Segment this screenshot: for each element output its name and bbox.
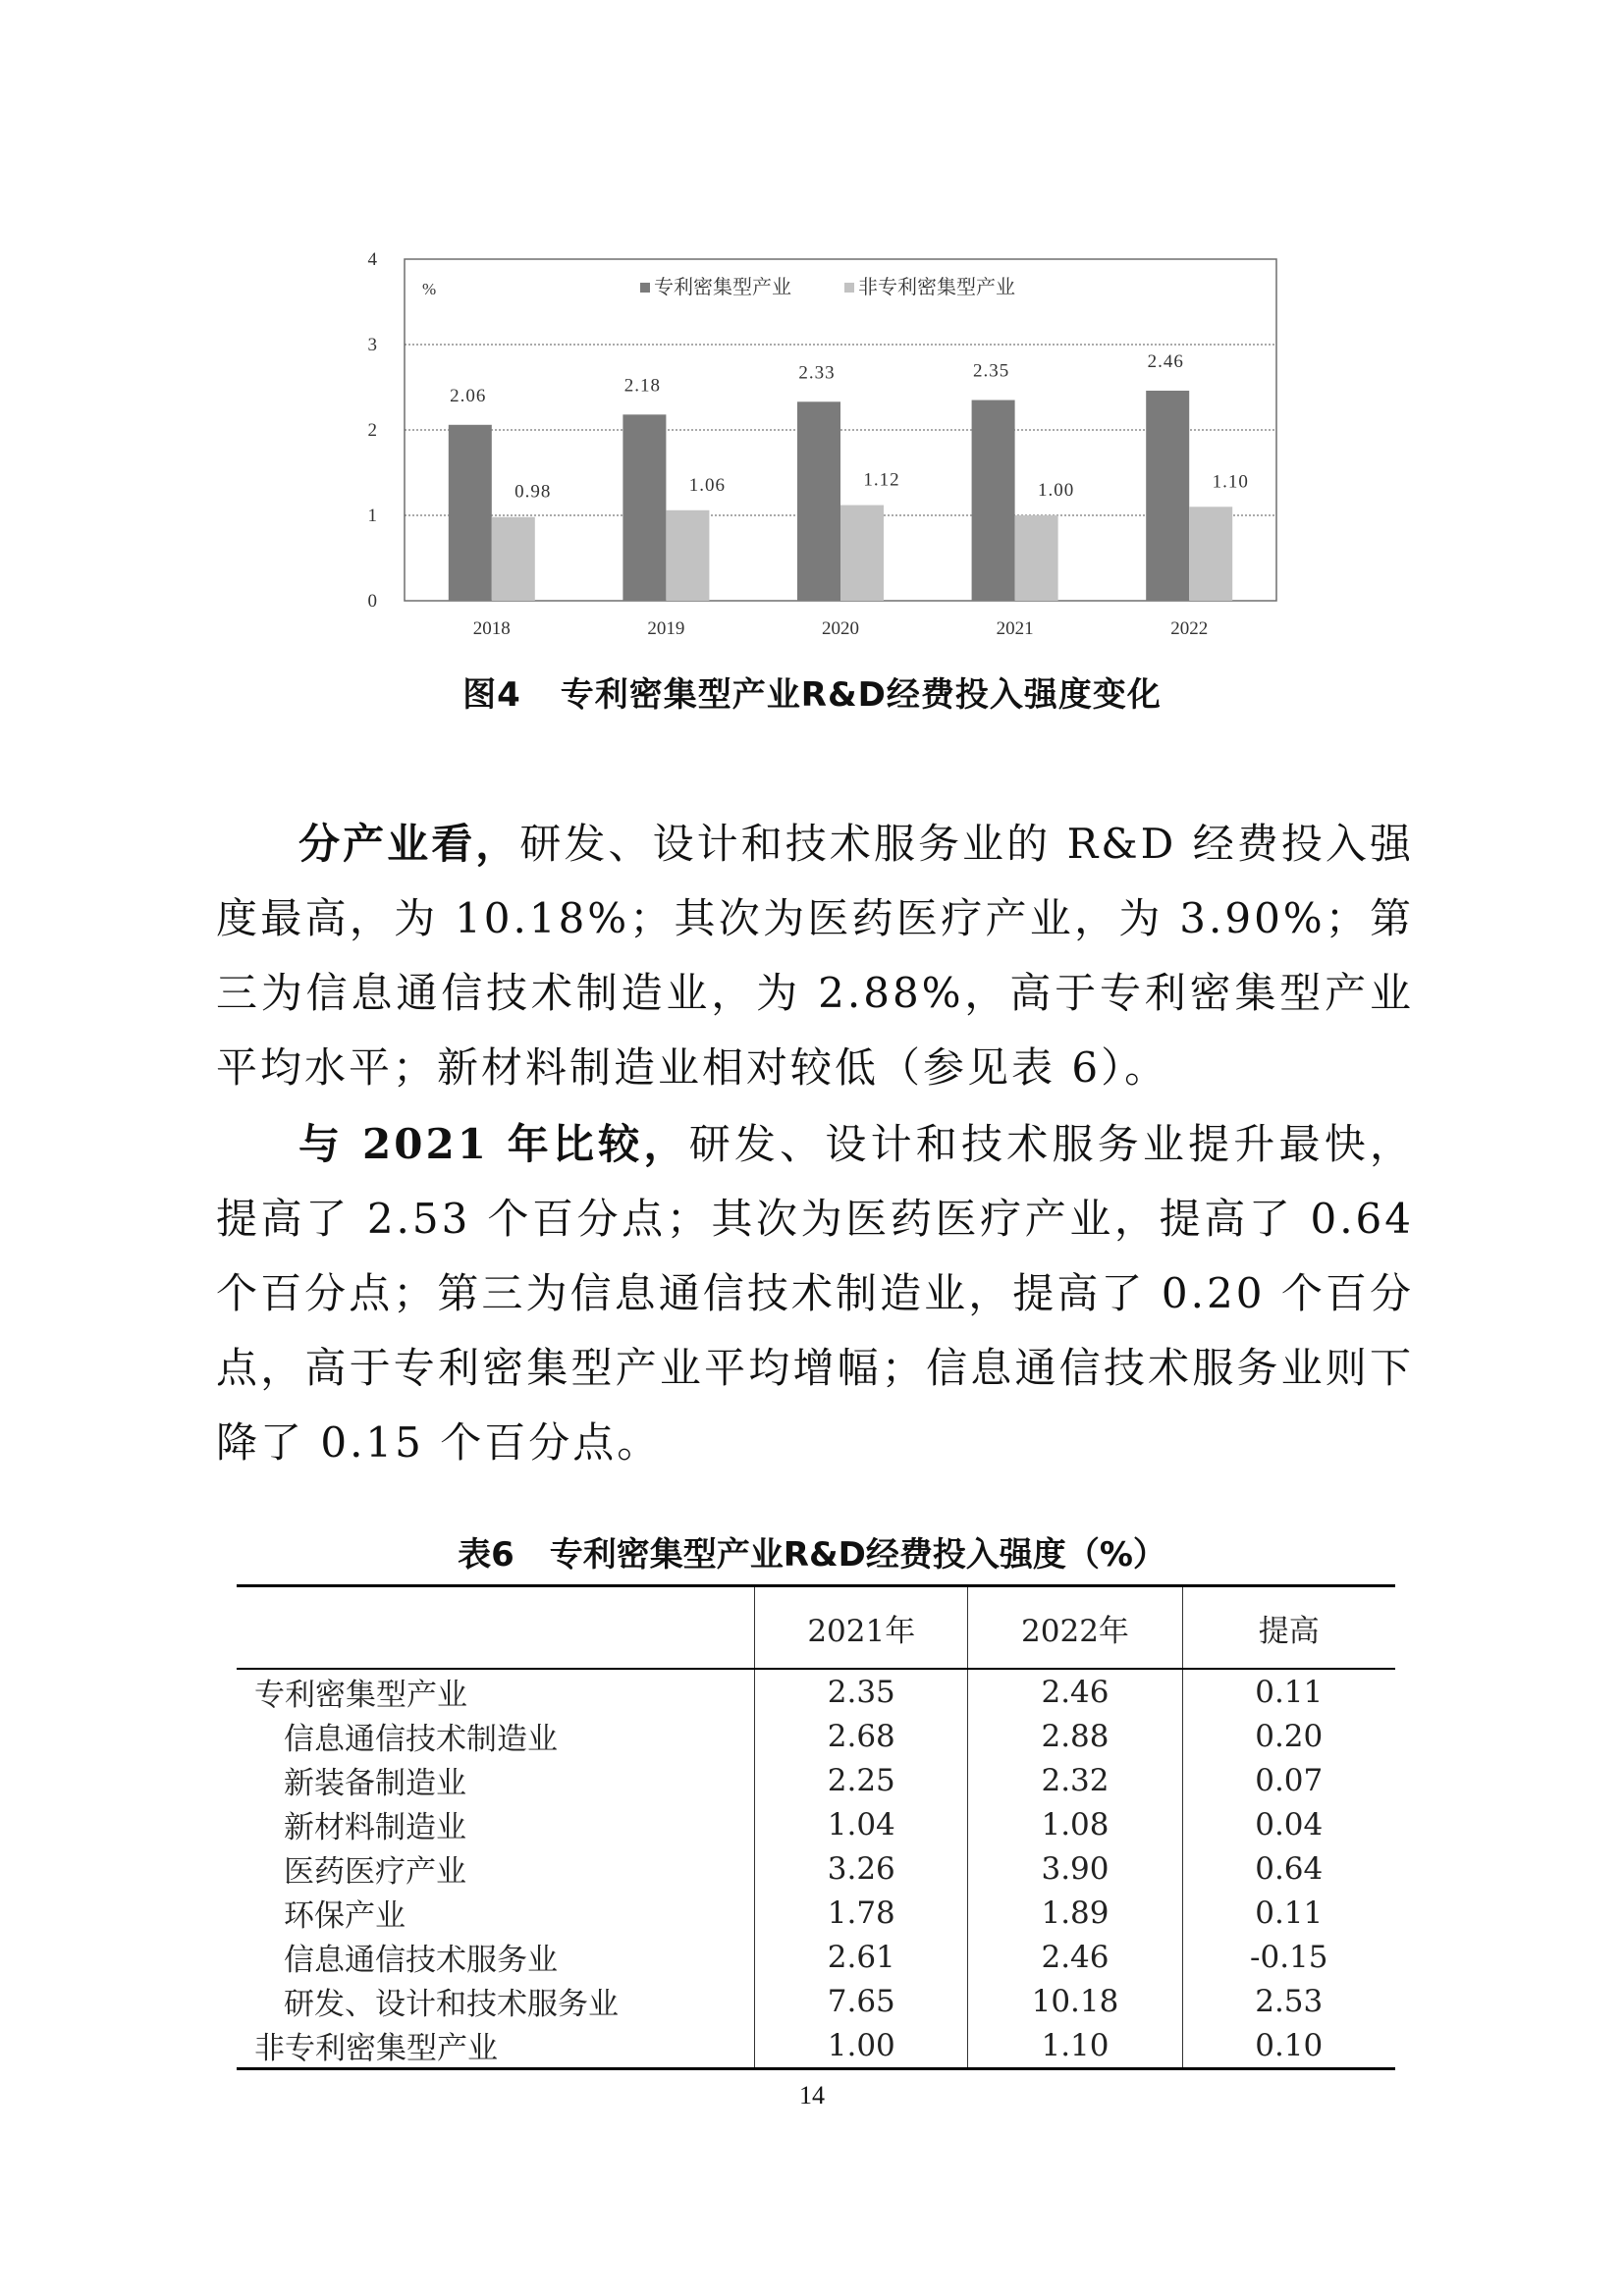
cell-2022: 10.18: [968, 1979, 1182, 2023]
x-tick-label: 2018: [472, 618, 511, 639]
row-label: 信息通信技术服务业: [284, 1943, 558, 1978]
table-row: [237, 1802, 1395, 1846]
cell-increase: 0.64: [1182, 1846, 1395, 1891]
table-row: [237, 1669, 1395, 1714]
data-label: 2.06: [450, 385, 487, 406]
cell-2021: 3.26: [755, 1846, 968, 1891]
figure-caption: [0, 667, 1624, 716]
data-label: 1.06: [688, 474, 727, 496]
paragraph-lead: 分产业看，: [298, 820, 520, 868]
table-row: [237, 1935, 1395, 1979]
table-row: [237, 1758, 1395, 1802]
paragraph-text: 研发、设计和技术服务业的 R&D 经费投入强度最高，为 10.18%；其次为医药医疗产业，为 3.90%；第三为信息通信技术制造业，为 2.88%，高于专利密集型产业平均水平；新材料制造业相对较低（参见表 6）。: [216, 820, 1414, 1092]
bar: [797, 401, 840, 601]
table-row: [237, 2023, 1395, 2069]
cell-increase: 0.04: [1182, 1802, 1395, 1846]
cell-2021: 1.78: [755, 1891, 968, 1935]
row-label: 专利密集型产业: [254, 1678, 467, 1713]
table-title: 专利密集型产业R&D经费投入强度（%）: [549, 1535, 1166, 1575]
y-tick-label: 4: [367, 249, 377, 270]
data-label: 0.98: [514, 481, 552, 503]
figure-title: 专利密集型产业R&D经费投入强度变化: [560, 675, 1162, 715]
paragraph-lead: 与 2021 年比较，: [298, 1120, 689, 1168]
cell-increase: 0.10: [1182, 2023, 1395, 2069]
bar: [623, 414, 666, 601]
y-tick-label: 2: [367, 420, 377, 441]
unit-label: %: [422, 280, 437, 298]
row-label: 信息通信技术制造业: [284, 1722, 558, 1757]
table-row: [237, 1714, 1395, 1758]
x-tick-label: 2020: [822, 618, 859, 639]
rd-intensity-table: [237, 1584, 1395, 2070]
cell-2022: 1.08: [968, 1802, 1182, 1846]
data-label: 1.00: [1037, 480, 1075, 501]
x-tick-label: 2022: [1170, 618, 1209, 639]
cell-2022: 1.89: [968, 1891, 1182, 1935]
cell-increase: 0.11: [1182, 1669, 1395, 1714]
paragraph-text: 研发、设计和技术服务业提升最快，提高了 2.53 个百分点；其次为医药医疗产业，提高了 0.64 个百分点；第三为信息通信技术制造业，提高了 0.20 个百分点，高于专利密集型产业平均增幅；信息通信技术服务业则下降了 0.15 个百分点。: [216, 1120, 1414, 1467]
bar: [492, 517, 535, 601]
header-2021: 2021年: [755, 1586, 968, 1670]
legend-label: 专利密集型产业: [654, 277, 791, 298]
bar: [840, 506, 884, 601]
cell-2022: 2.32: [968, 1758, 1182, 1802]
bar: [972, 400, 1015, 601]
cell-increase: 0.07: [1182, 1758, 1395, 1802]
cell-increase: 0.20: [1182, 1714, 1395, 1758]
cell-2022: 2.46: [968, 1935, 1182, 1979]
legend-label: 非专利密集型产业: [858, 277, 1015, 298]
data-label: 2.18: [623, 375, 662, 397]
table-row: [237, 1979, 1395, 2023]
legend-swatch: [640, 283, 650, 293]
cell-2022: 1.10: [968, 2023, 1182, 2069]
bar: [666, 510, 709, 601]
cell-2022: 2.88: [968, 1714, 1182, 1758]
page-number: 14: [799, 2081, 825, 2109]
cell-2021: 7.65: [755, 1979, 968, 2023]
row-label: 新装备制造业: [284, 1766, 466, 1801]
row-label: 新材料制造业: [284, 1810, 466, 1845]
bar: [1146, 391, 1189, 601]
bar: [1189, 507, 1232, 601]
cell-2022: 2.46: [968, 1669, 1182, 1714]
y-tick-label: 1: [367, 506, 377, 526]
table-row: [237, 1846, 1395, 1891]
x-tick-label: 2019: [647, 618, 685, 639]
header-2022: 2022年: [968, 1586, 1182, 1670]
table-caption: [0, 1527, 1624, 1575]
data-label: 2.35: [972, 360, 1010, 382]
cell-2021: 2.35: [755, 1669, 968, 1714]
cell-2021: 2.68: [755, 1714, 968, 1758]
rd-intensity-bar-chart: [353, 236, 1296, 648]
x-tick-label: 2021: [996, 618, 1034, 639]
table-row: [237, 1891, 1395, 1935]
table-header-row: [237, 1586, 1395, 1670]
paragraph-by-industry: [216, 807, 1414, 1105]
row-label: 医药医疗产业: [284, 1854, 466, 1890]
cell-increase: -0.15: [1182, 1935, 1395, 1979]
y-tick-label: 3: [367, 335, 377, 355]
header-blank: [237, 1586, 755, 1670]
cell-increase: 0.11: [1182, 1891, 1395, 1935]
figure-number: 图4: [462, 675, 521, 715]
paragraph-vs-2021: [216, 1107, 1414, 1480]
row-label: 非专利密集型产业: [254, 2031, 498, 2066]
row-label: 研发、设计和技术服务业: [284, 1987, 619, 2022]
cell-increase: 2.53: [1182, 1979, 1395, 2023]
legend-swatch: [844, 283, 854, 293]
data-label: 2.33: [798, 362, 836, 384]
cell-2021: 1.00: [755, 2023, 968, 2069]
data-label: 1.12: [863, 469, 900, 491]
data-label: 2.46: [1147, 350, 1184, 372]
table-number: 表6: [458, 1535, 514, 1575]
y-tick-label: 0: [367, 591, 377, 612]
cell-2022: 3.90: [968, 1846, 1182, 1891]
bar: [1015, 515, 1058, 601]
cell-2021: 2.25: [755, 1758, 968, 1802]
cell-2021: 1.04: [755, 1802, 968, 1846]
cell-2021: 2.61: [755, 1935, 968, 1979]
bar: [449, 425, 492, 601]
header-increase: 提高: [1182, 1586, 1395, 1670]
data-label: 1.10: [1212, 471, 1249, 493]
row-label: 环保产业: [284, 1898, 406, 1934]
